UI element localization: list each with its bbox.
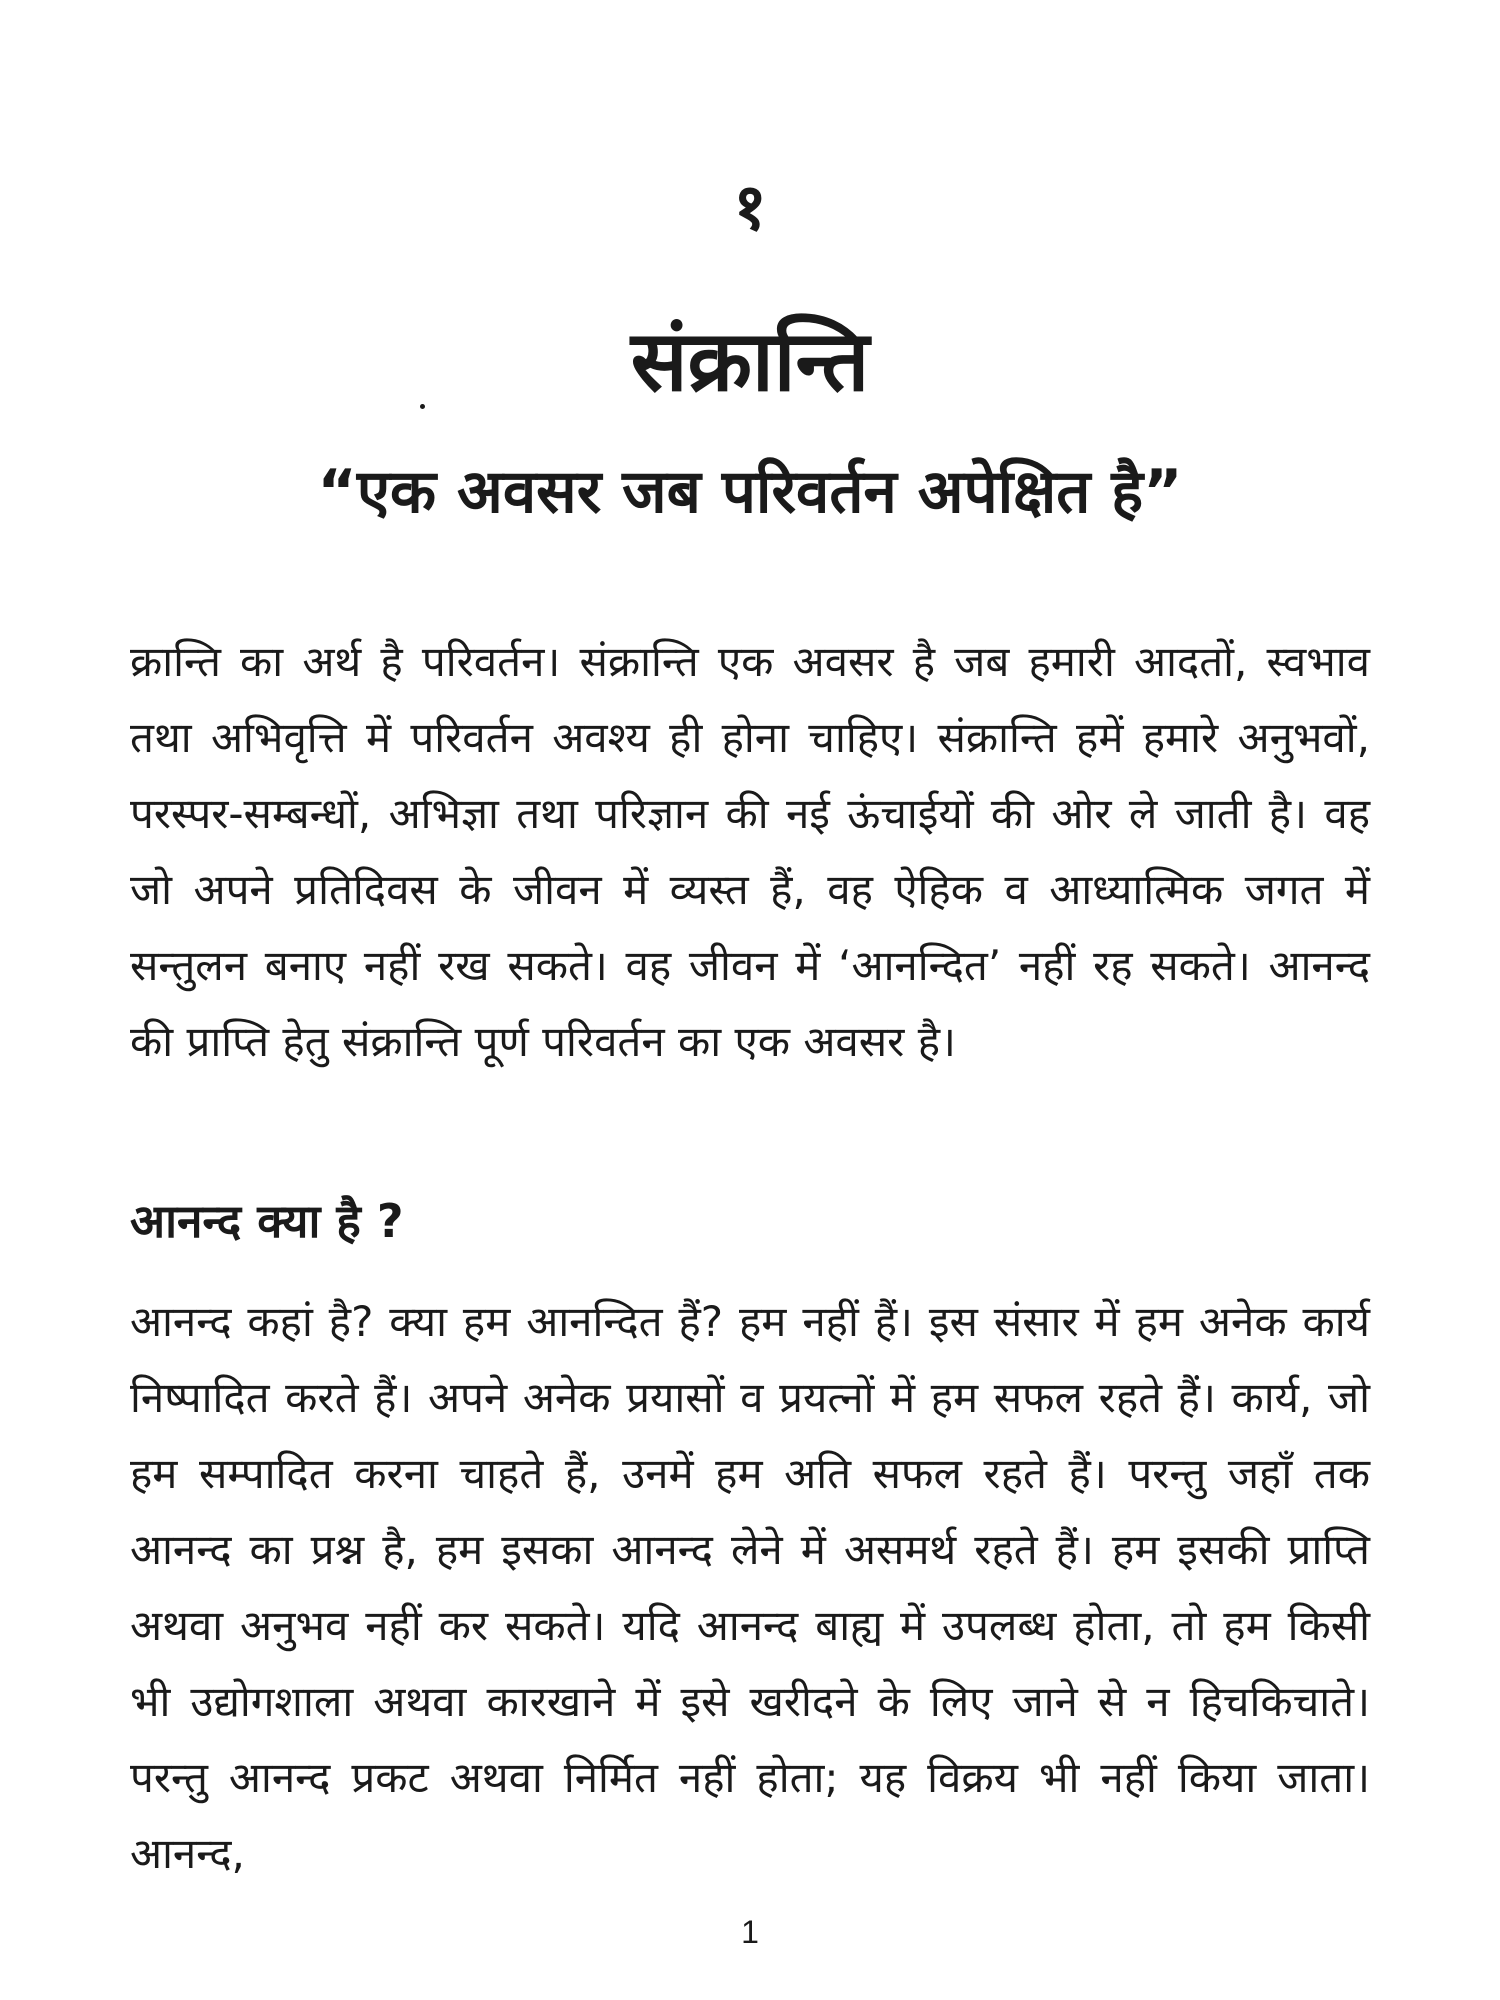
body-paragraph-2: आनन्द कहां है? क्या हम आनन्दित हैं? हम नहीं हैं। इस संसार में हम अनेक कार्य निष्पादित करते हैं। अपने अनेक प्रयासों व प्रयत्नों में हम सफल रहते हैं। कार्य, जो हम सम्पादित करना चाहते हैं, उनमें हम अति सफल रहते हैं। परन्तु जहाँ तक आनन्द का प्रश्न है, हम इसका आनन्द लेने में असमर्थ रहते हैं। हम इसकी प्राप्ति अथवा अनुभव नहीं कर सकते। यदि आनन्द बाह्य में उपलब्ध होता, तो हम किसी भी उद्योगशाला अथवा कारखाने में इसे खरीदने के लिए जाने से न हिचकिचाते। परन्तु आनन्द प्रकट अथवा निर्मित नहीं होता; यह विक्रय भी नहीं किया जाता। आनन्द, (130, 1297, 1370, 1878)
chapter-number: १ (733, 171, 767, 245)
chapter-subtitle: “एक अवसर जब परिवर्तन अपेक्षित है” (317, 457, 1183, 527)
page-number: 1 (741, 1914, 759, 1950)
body-paragraph-1: क्रान्ति का अर्थ है परिवर्तन। संक्रान्ति एक अवसर है जब हमारी आदतों, स्वभाव तथा अभिवृत्ति में परिवर्तन अवश्य ही होना चाहिए। संक्रान्ति हमें हमारे अनुभवों, परस्पर-सम्बन्धों, अभिज्ञा तथा परिज्ञान की नई ऊंचाईयों की ओर ले जाती है। वह जो अपने प्रतिदिवस के जीवन में व्यस्त हैं, वह ऐहिक व आध्यात्मिक जगत में सन्तुलन बनाए नहीं रख सकते। वह जीवन में ‘आनन्दित’ नहीं रह सकते। आनन्द की प्राप्ति हेतु संक्रान्ति पूर्ण परिवर्तन का एक अवसर है। (130, 637, 1370, 1066)
section-heading: आनन्द क्या है ? (130, 1194, 404, 1248)
chapter-title: संक्रान्ति (630, 312, 870, 410)
stray-ink-dot (420, 404, 425, 409)
